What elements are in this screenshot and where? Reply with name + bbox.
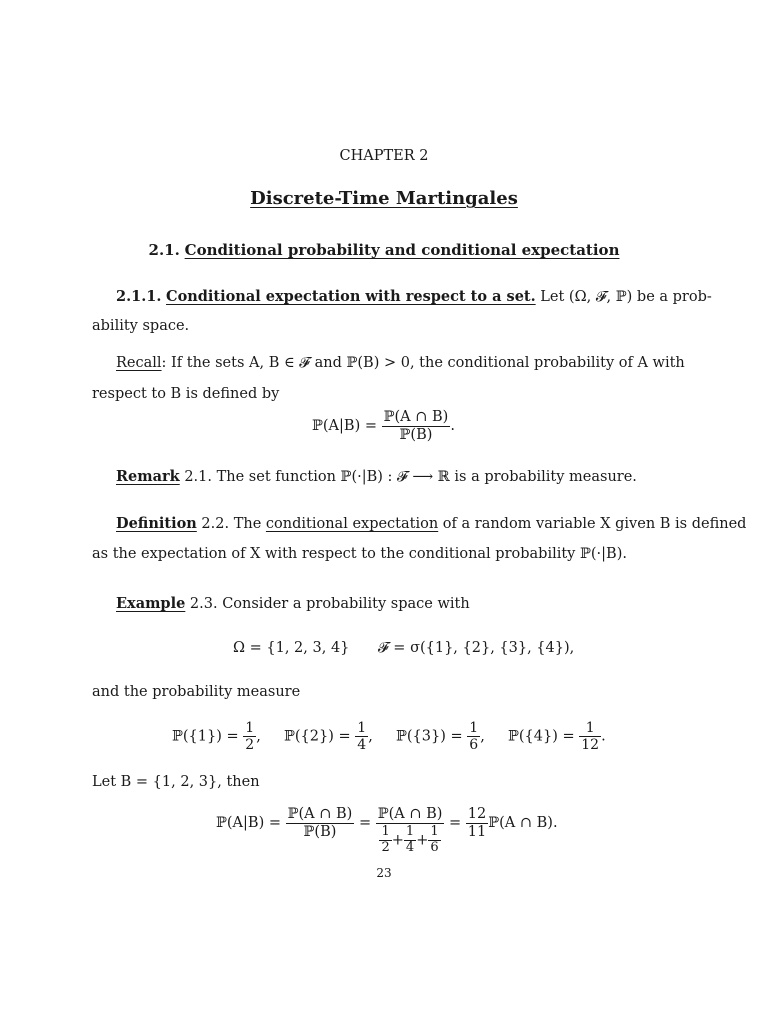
omega-definition: Ω = {1, 2, 3, 4}: [233, 640, 350, 656]
conditional-prob-formula: [312, 409, 455, 443]
section-title: Conditional probability and conditional expectation: [184, 241, 620, 259]
remark: [116, 468, 637, 485]
final-f3-den: 11: [467, 823, 487, 840]
definition-line-2: as the expectation of X with respect to the conditional probability ℙ(·|B).: [92, 546, 627, 562]
prob-1-end: ,: [256, 728, 261, 745]
prob-1-den: 2: [245, 737, 255, 754]
final-f1-num: ℙ(A ∩ B): [287, 806, 353, 822]
sigma-algebra-definition: 𝓕 = σ({1}, {2}, {3}, {4}),: [378, 640, 575, 656]
prob-3-end: ,: [480, 728, 485, 745]
final-f1-den: ℙ(B): [303, 823, 337, 840]
prob-row: [172, 720, 612, 762]
remark-label: Remark: [116, 468, 180, 485]
definition-label: Definition: [116, 515, 197, 532]
prob-2-lhs: ℙ({2}) =: [284, 728, 351, 745]
prob-4: [508, 720, 606, 753]
prob-1-num: 1: [245, 720, 255, 736]
subsection-line-1: [116, 288, 712, 305]
prob-4-num: 1: [579, 720, 601, 737]
example-number: 2.3.: [189, 596, 218, 612]
prob-1-lhs: ℙ({1}) =: [172, 728, 239, 745]
final-eq-1: =: [358, 815, 372, 832]
chapter-label: CHAPTER 2: [339, 148, 429, 164]
prob-4-end: .: [601, 728, 606, 745]
remark-text: The set function ℙ(·|B) : 𝓕 ⟶ ℝ is a probability measure.: [216, 469, 637, 485]
remark-number: 2.1.: [184, 469, 212, 485]
formula-end: .: [450, 418, 455, 435]
den-frac-1-den: 2: [381, 839, 390, 855]
final-formula: [216, 806, 558, 856]
definition-number: 2.2.: [201, 516, 230, 532]
final-f2-num: ℙ(A ∩ B): [377, 806, 443, 822]
prob-4-fraction: [579, 720, 601, 753]
definition-line-1: [116, 515, 746, 532]
subsection-title: Conditional expectation with respect to a set.: [166, 288, 536, 305]
den-frac-1: [379, 825, 391, 856]
recall-line-1: [116, 355, 685, 371]
den-frac-3-num: 1: [430, 823, 439, 839]
prob-1: [172, 720, 261, 753]
prob-4-den: 12: [581, 737, 600, 754]
prob-1-fraction: [243, 720, 256, 753]
prob-3: [396, 720, 485, 753]
final-fraction-3: [466, 806, 488, 840]
formula-numerator: ℙ(A ∩ B): [383, 409, 449, 425]
subsection-intro: Let (Ω, 𝓕, ℙ) be a prob-: [540, 289, 712, 305]
final-lhs: ℙ(A|B) =: [216, 815, 281, 832]
recall-line-2: respect to B is defined by: [92, 386, 280, 402]
prob-2-end: ,: [368, 728, 373, 745]
den-frac-3-den: 6: [430, 839, 439, 855]
example-label: Example: [116, 595, 186, 612]
prob-3-fraction: [467, 720, 480, 753]
formula-lhs: ℙ(A|B) =: [312, 418, 377, 435]
page-number: 23: [376, 866, 392, 880]
prob-3-den: 6: [469, 737, 479, 754]
let-b-line: Let B = {1, 2, 3}, then: [92, 774, 260, 790]
example-line-1: [116, 595, 470, 612]
den-plus-1: +: [391, 832, 404, 849]
definition-pre: The: [233, 516, 262, 532]
final-eq-2: =: [449, 815, 462, 832]
recall-text: : If the sets A, B ∈ 𝓕 and ℙ(B) > 0, the conditional probability of A with: [161, 355, 685, 371]
subsection-line-2: ability space.: [92, 318, 190, 334]
chapter-title: [0, 188, 768, 209]
prob-2: [284, 720, 373, 753]
den-plus-2: +: [416, 832, 429, 849]
section-heading: [0, 241, 768, 259]
prob-2-den: 4: [357, 737, 367, 754]
den-frac-2: [404, 825, 416, 856]
definition-term: conditional expectation: [265, 516, 439, 532]
formula-fraction: [382, 409, 451, 443]
prob-4-lhs: ℙ({4}) =: [508, 728, 575, 745]
section-number: 2.1.: [148, 241, 180, 259]
subsection-number: 2.1.1.: [116, 288, 162, 305]
den-frac-1-num: 1: [381, 823, 390, 839]
measure-intro: and the probability measure: [92, 684, 301, 700]
prob-3-lhs: ℙ({3}) =: [396, 728, 463, 745]
prob-3-num: 1: [469, 720, 479, 736]
formula-denominator: ℙ(B): [399, 426, 433, 443]
final-tail: ℙ(A ∩ B).: [488, 815, 558, 832]
recall-label: Recall: [116, 355, 162, 371]
final-fraction-2: [376, 806, 445, 856]
den-frac-3: [428, 825, 440, 856]
den-frac-2-num: 1: [405, 823, 415, 839]
chapter-title-text: Discrete-Time Martingales: [250, 188, 518, 209]
example-text: Consider a probability space with: [222, 596, 470, 612]
final-fraction-1: [286, 806, 355, 840]
final-f2-den: [376, 824, 445, 856]
den-frac-2-den: 4: [405, 839, 415, 855]
final-f3-num: 12: [467, 806, 487, 822]
definition-post: of a random variable X given B is defined: [442, 516, 747, 532]
prob-2-fraction: [355, 720, 368, 753]
prob-2-num: 1: [357, 720, 367, 736]
